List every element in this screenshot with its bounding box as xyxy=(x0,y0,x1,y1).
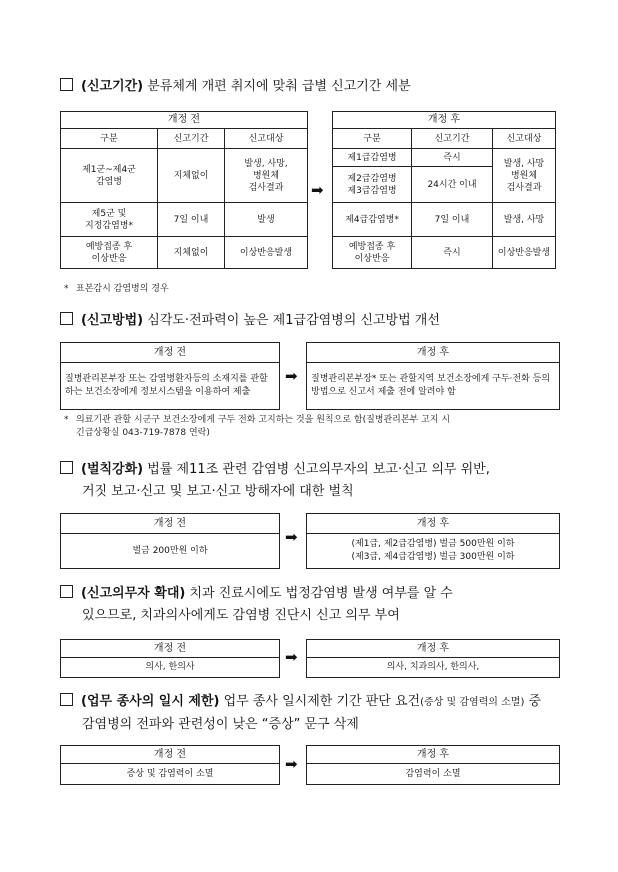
s1-before-cell: 예방접종 후 이상반응 xyxy=(61,237,158,269)
s1-after-header-1: 구분 xyxy=(333,129,412,149)
section-1-heading: (신고기간) 분류체계 개편 취지에 맞춰 급별 신고기간 세분 xyxy=(60,76,411,98)
s1-before-cell: 지체없이 xyxy=(158,149,225,203)
checkbox-icon xyxy=(60,693,73,706)
s1-after-cell: 발생, 사망 병원체 검사결과 xyxy=(493,149,556,203)
s3-after-line-1: (제1급, 제2급감염병) 벌금 500만원 이하 xyxy=(351,539,515,549)
s1-before-cell: 지체없이 xyxy=(158,237,225,269)
s2-after-label: 개정 후 xyxy=(307,343,559,363)
s1-before-cell: 발생 xyxy=(225,203,308,237)
s4-before-box xyxy=(60,639,280,678)
right-arrow-icon: ➡ xyxy=(285,528,298,546)
s1-before-header-1: 구분 xyxy=(61,129,158,149)
right-arrow-icon: ➡ xyxy=(285,755,298,773)
s1-after-label: 개정 후 xyxy=(333,112,556,129)
section-3-heading: (벌칙강화) 법률 제11조 관련 감염병 신고의무자의 보고·신고 의무 위반, 거짓 보고·신고 및 보고·신고 방해자에 대한 벌칙 xyxy=(60,459,490,503)
s3-before-box xyxy=(60,513,280,569)
s5-after-text: 감염력이 소멸 xyxy=(405,768,461,779)
right-arrow-icon: ➡ xyxy=(285,648,298,666)
checkbox-icon xyxy=(60,78,73,91)
s2-before-box xyxy=(60,342,280,410)
s1-after-cell: 이상반응발생 xyxy=(493,237,556,269)
s1-after-cell: 즉시 xyxy=(412,237,493,269)
section-5-heading: (업무 종사의 일시 제한) 업무 종사 일시제한 기간 판단 요건(증상 및 감염력의 소멸) 중 감염병의 전파와 관련성이 낮은 “증상” 문구 삭제 xyxy=(60,691,541,736)
s1-before-cell: 제5군 및 지정감염병* xyxy=(61,203,158,237)
s4-after-box xyxy=(306,639,560,678)
section-2-heading: (신고방법) 심각도·전파력이 높은 제1급감염병의 신고방법 개선 xyxy=(60,310,440,332)
s1-after-cell: 제1급감염병 xyxy=(333,149,412,167)
s1-before-cell: 발생, 사망, 병원체 검사결과 xyxy=(225,149,308,203)
s3-before-label: 개정 전 xyxy=(61,514,279,534)
checkbox-icon xyxy=(60,461,73,474)
s1-before-label: 개정 전 xyxy=(61,112,308,129)
s1-after-cell: 예방접종 후 이상반응 xyxy=(333,237,412,269)
s5-before-box xyxy=(60,745,280,785)
s4-before-label: 개정 전 xyxy=(61,640,279,658)
checkbox-icon xyxy=(60,585,73,598)
s1-before-table xyxy=(60,111,308,269)
s3-after-line-2: (제3급, 제4급감염병) 벌금 300만원 이하 xyxy=(351,552,515,562)
s5-before-text: 증상 및 감염력이 소멸 xyxy=(126,768,214,779)
s1-after-cell: 즉시 xyxy=(412,149,493,167)
s1-after-cell: 7일 이내 xyxy=(412,203,493,237)
s5-before-label: 개정 전 xyxy=(61,746,279,764)
s1-before-header-2: 신고기간 xyxy=(158,129,225,149)
s1-before-cell: 제1군~제4군 감염병 xyxy=(61,149,158,203)
section-4-heading: (신고의무자 확대) 치과 진료시에도 법정감염병 발생 여부를 알 수 있으므로, 치과의사에게도 감염병 진단시 신고 의무 부여 xyxy=(60,583,453,627)
s1-before-cell: 이상반응발생 xyxy=(225,237,308,269)
s1-after-cell: 제2급감염병 제3급감염병 xyxy=(333,167,412,203)
s4-after-label: 개정 후 xyxy=(307,640,559,658)
s1-footnote: * 표본감시 감염병의 경우 xyxy=(64,284,169,294)
s2-before-text: 질병관리본부장 또는 감염병환자등의 소재지를 관할하는 보건소장에게 정보시스템을 이용하여 제출 xyxy=(65,374,268,397)
s4-before-text: 의사, 한의사 xyxy=(145,662,195,672)
right-arrow-icon: ➡ xyxy=(285,367,298,385)
s2-after-text: 질병관리본부장* 또는 관할지역 보건소장에게 구두·전화 등의 방법으로 신고서 제출 전에 알려야 함 xyxy=(311,374,551,397)
s2-footnote: * 의료기관 관할 시군구 보건소장에게 구두 전화 고지하는 것을 원칙으로 함(질병관리본부 고지 시 긴급상황실 043-719-7878 연락) xyxy=(64,415,451,438)
s2-before-label: 개정 전 xyxy=(61,343,279,363)
s5-after-label: 개정 후 xyxy=(307,746,559,764)
s1-after-cell: 제4급감염병* xyxy=(333,203,412,237)
right-arrow-icon: ➡ xyxy=(311,181,324,199)
s1-before-header-3: 신고대상 xyxy=(225,129,308,149)
checkbox-icon xyxy=(60,312,73,325)
s2-after-box xyxy=(306,342,560,410)
s4-after-text: 의사, 치과의사, 한의사, xyxy=(386,662,480,672)
s1-before-cell: 7일 이내 xyxy=(158,203,225,237)
s1-after-header-3: 신고대상 xyxy=(493,129,556,149)
s1-after-header-2: 신고기간 xyxy=(412,129,493,149)
s1-after-cell: 발생, 사망 xyxy=(493,203,556,237)
s3-after-label: 개정 후 xyxy=(307,514,559,534)
s3-after-box xyxy=(306,513,560,569)
s5-after-box xyxy=(306,745,560,785)
s1-after-cell: 24시간 이내 xyxy=(412,167,493,203)
s1-after-table xyxy=(332,111,556,269)
s3-before-text: 벌금 200만원 이하 xyxy=(132,545,208,556)
